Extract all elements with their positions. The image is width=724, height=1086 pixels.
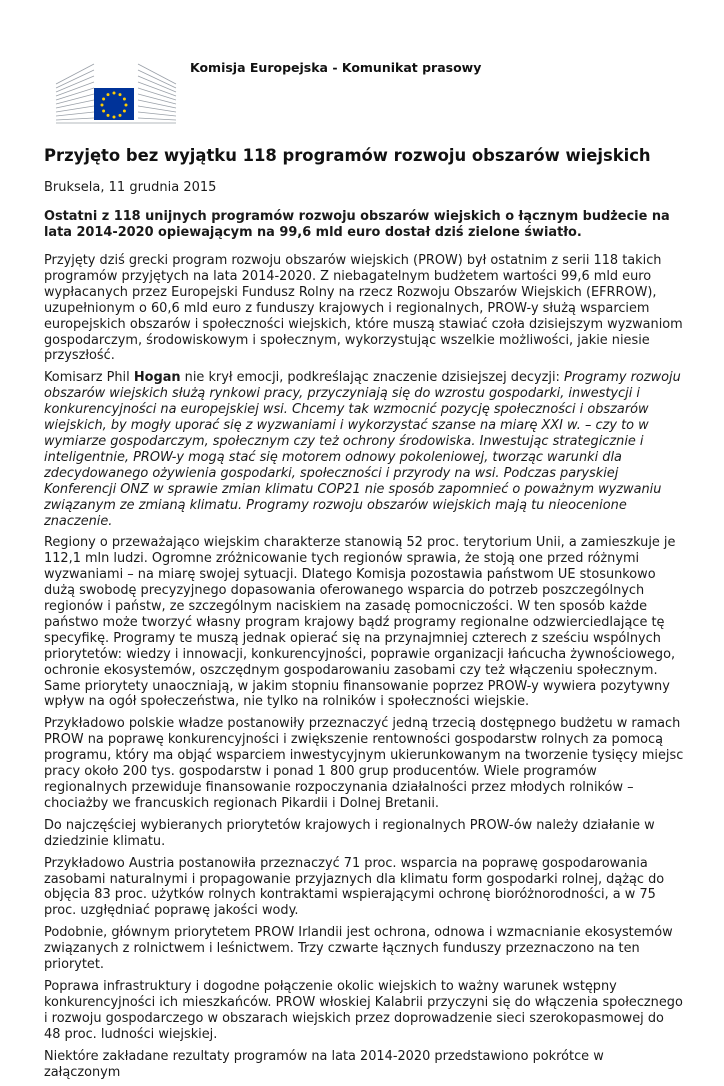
paragraph-2-intro-cont: nie krył emocji, podkreślając znaczenie dzisiejszej decyzji: xyxy=(180,370,564,386)
article-body xyxy=(44,146,684,1086)
paragraph-9: Niektóre zakładane rezultaty programów na lata 2014-2020 przedstawiono pokrótce w załączonym xyxy=(44,1048,604,1080)
paragraph-5: Do najczęściej wybieranych priorytetów krajowych i regionalnych PROW-ów należy działanie w dziedzinie klimatu. xyxy=(44,817,655,849)
lead-paragraph: Ostatni z 118 unijnych programów rozwoju obszarów wiejskich o łącznym budżecie na lata 2014-2020 opiewającym na 99,6 mld euro dostał dziś zielone światło. xyxy=(44,209,670,240)
paragraph-1: Przyjęty dziś grecki program rozwoju obszarów wiejskich (PROW) był ostatnim z serii 118 takich programów przyjętych na lata 2014-2020. Z niebagatelnym budżetem wartości 99,6 mld euro wypłacanych przez Europejski Fundusz Rolny na rzecz Rozwoju Obszarów Wiejskich (EFRROW), uzupełnionym o 60,6 mld euro z funduszy krajowych i regionalnych, PROW-y służą wsparciem europejskich obszarów i społeczności wiejskich, które muszą stawiać czoła dzisiejszym wyzwaniom gospodarczym, środowiskowym i społecznym, wykorzystując wszelkie możliwości, jakie niesie przyszłość. xyxy=(44,253,683,364)
commissioner-name: Hogan xyxy=(133,370,181,386)
paragraph-7: Podobnie, głównym priorytetem PROW Irlandii jest ochrona, odnowa i wzmacnianie ekosystemów związanych z rolnictwem i leśnictwem. Trzy czwarte łącznych funduszy przeznaczono na ten priorytet. xyxy=(44,925,673,973)
paragraph-3: Regiony o przeważająco wiejskim charakterze stanowią 52 proc. terytorium Unii, a zamieszkuje je 112,1 mln ludzi. Ogromne zróżnicowanie tych regionów sprawia, że stoją one przed różnymi wyzwaniami – na miarę swojej sytuacji. Dlatego Komisja pozostawia państwom UE stosunkowo dużą swobodę precyzyjnego dopasowania oferowanego wsparcia do potrzeb poszczególnych regionów i państw, ze szczególnym naciskiem na zasadę pomocniczości. W ten sposób każde państwo może tworzyć własny program krajowy bądź programy regionalne odzwierciedlające tę specyfikę. Programy te muszą jednak opierać się na przynajmniej czterech z sześciu wspólnych priorytetów: wiedzy i innowacji, konkurencyjności, poprawie organizacji łańcucha żywnościowego, ochronie ekosystemów, oszczędnym gospodarowaniu zasobami czy też włączeniu społecznym. Same priorytety unaoczniają, w jakim stopniu finansowanie poprzez PROW-y wywiera pozytywny wpływ na ogół społeczeństwa, nie tylko na rolników i społeczności wiejskie. xyxy=(44,535,676,710)
commissioner-quote: Programy rozwoju obszarów wiejskich służą rynkowi pracy, przyczyniają się do wzrostu gospodarki, inwestycji i konkurencyjności na europejskiej wsi. Chcemy tak wzmocnić pozycję społeczności i obszarów wiejskich, by mogły uporać się z wyzwaniami i wykorzystać szanse na miarę XXI w. – czy to w wymiarze gospodarczym, społecznym czy też ochrony środowiska. Inwestując strategicznie i inteligentnie, PROW-y mogą stać się motorem odnowy pokoleniowej, tworząc warunki dla zdecydowanego ożywienia gospodarki, społeczności i przyrody na wsi. Podczas paryskiej Konferencji ONZ w sprawie zmian klimatu COP21 nie sposób zapomnieć o poważnym wyzwaniu związanym ze zmianą klimatu. Programy rozwoju obszarów wiejskich mają tu nieocenione znaczenie. xyxy=(44,370,681,529)
paragraph-8: Poprawa infrastruktury i dogodne połączenie okolic wiejskich to ważny warunek wstępny konkurencyjności ich mieszkańców. PROW włoskiej Kalabrii przyczyni się do włączenia społecznego i rozwoju gospodarczego w obszarach wiejskich przez doprowadzenie sieci szerokopasmowej do 48 proc. ludności wiejskiej. xyxy=(44,978,683,1042)
article-title: Przyjęto bez wyjątku 118 programów rozwoju obszarów wiejskich xyxy=(44,146,651,165)
paragraph-6: Przykładowo Austria postanowiła przeznaczyć 71 proc. wsparcia na poprawę gospodarowania zasobami naturalnymi i propagowanie przyjaznych dla klimatu form gospodarki rolnej, dążąc do objęcia 83 proc. użytków rolnych kontraktami wspierającymi ochronę bioróżnorodności, a w 75 proc. uzgłędniać poprawę jakości wody. xyxy=(44,855,665,919)
header-title: Komisja Europejska - Komunikat prasowy xyxy=(190,60,482,75)
paragraph-4: Przykładowo polskie władze postanowiły przeznaczyć jedną trzecią dostępnego budżetu w ramach PROW na poprawę konkurencyjności i zwiększenie rentowności gospodarstw rolnych za pomocą programu, który ma objąć wsparciem inwestycyjnym ukierunkowanym na tworzenie tysięcy miejsc pracy około 200 tys. gospodarstw i ponad 1 800 grup producentów. Wiele programów regionalnych przewiduje finansowanie rozpoczynania działalności przez młodych rolników – chociażby we francuskich regionach Pikardii i Dolnej Bretanii. xyxy=(44,716,684,811)
paragraph-2-intro: Komisarz Phil xyxy=(44,370,134,386)
dateline: Bruksela, 11 grudnia 2015 xyxy=(44,180,217,195)
paragraph-2 xyxy=(44,370,684,529)
european-commission-logo-icon xyxy=(54,62,178,124)
